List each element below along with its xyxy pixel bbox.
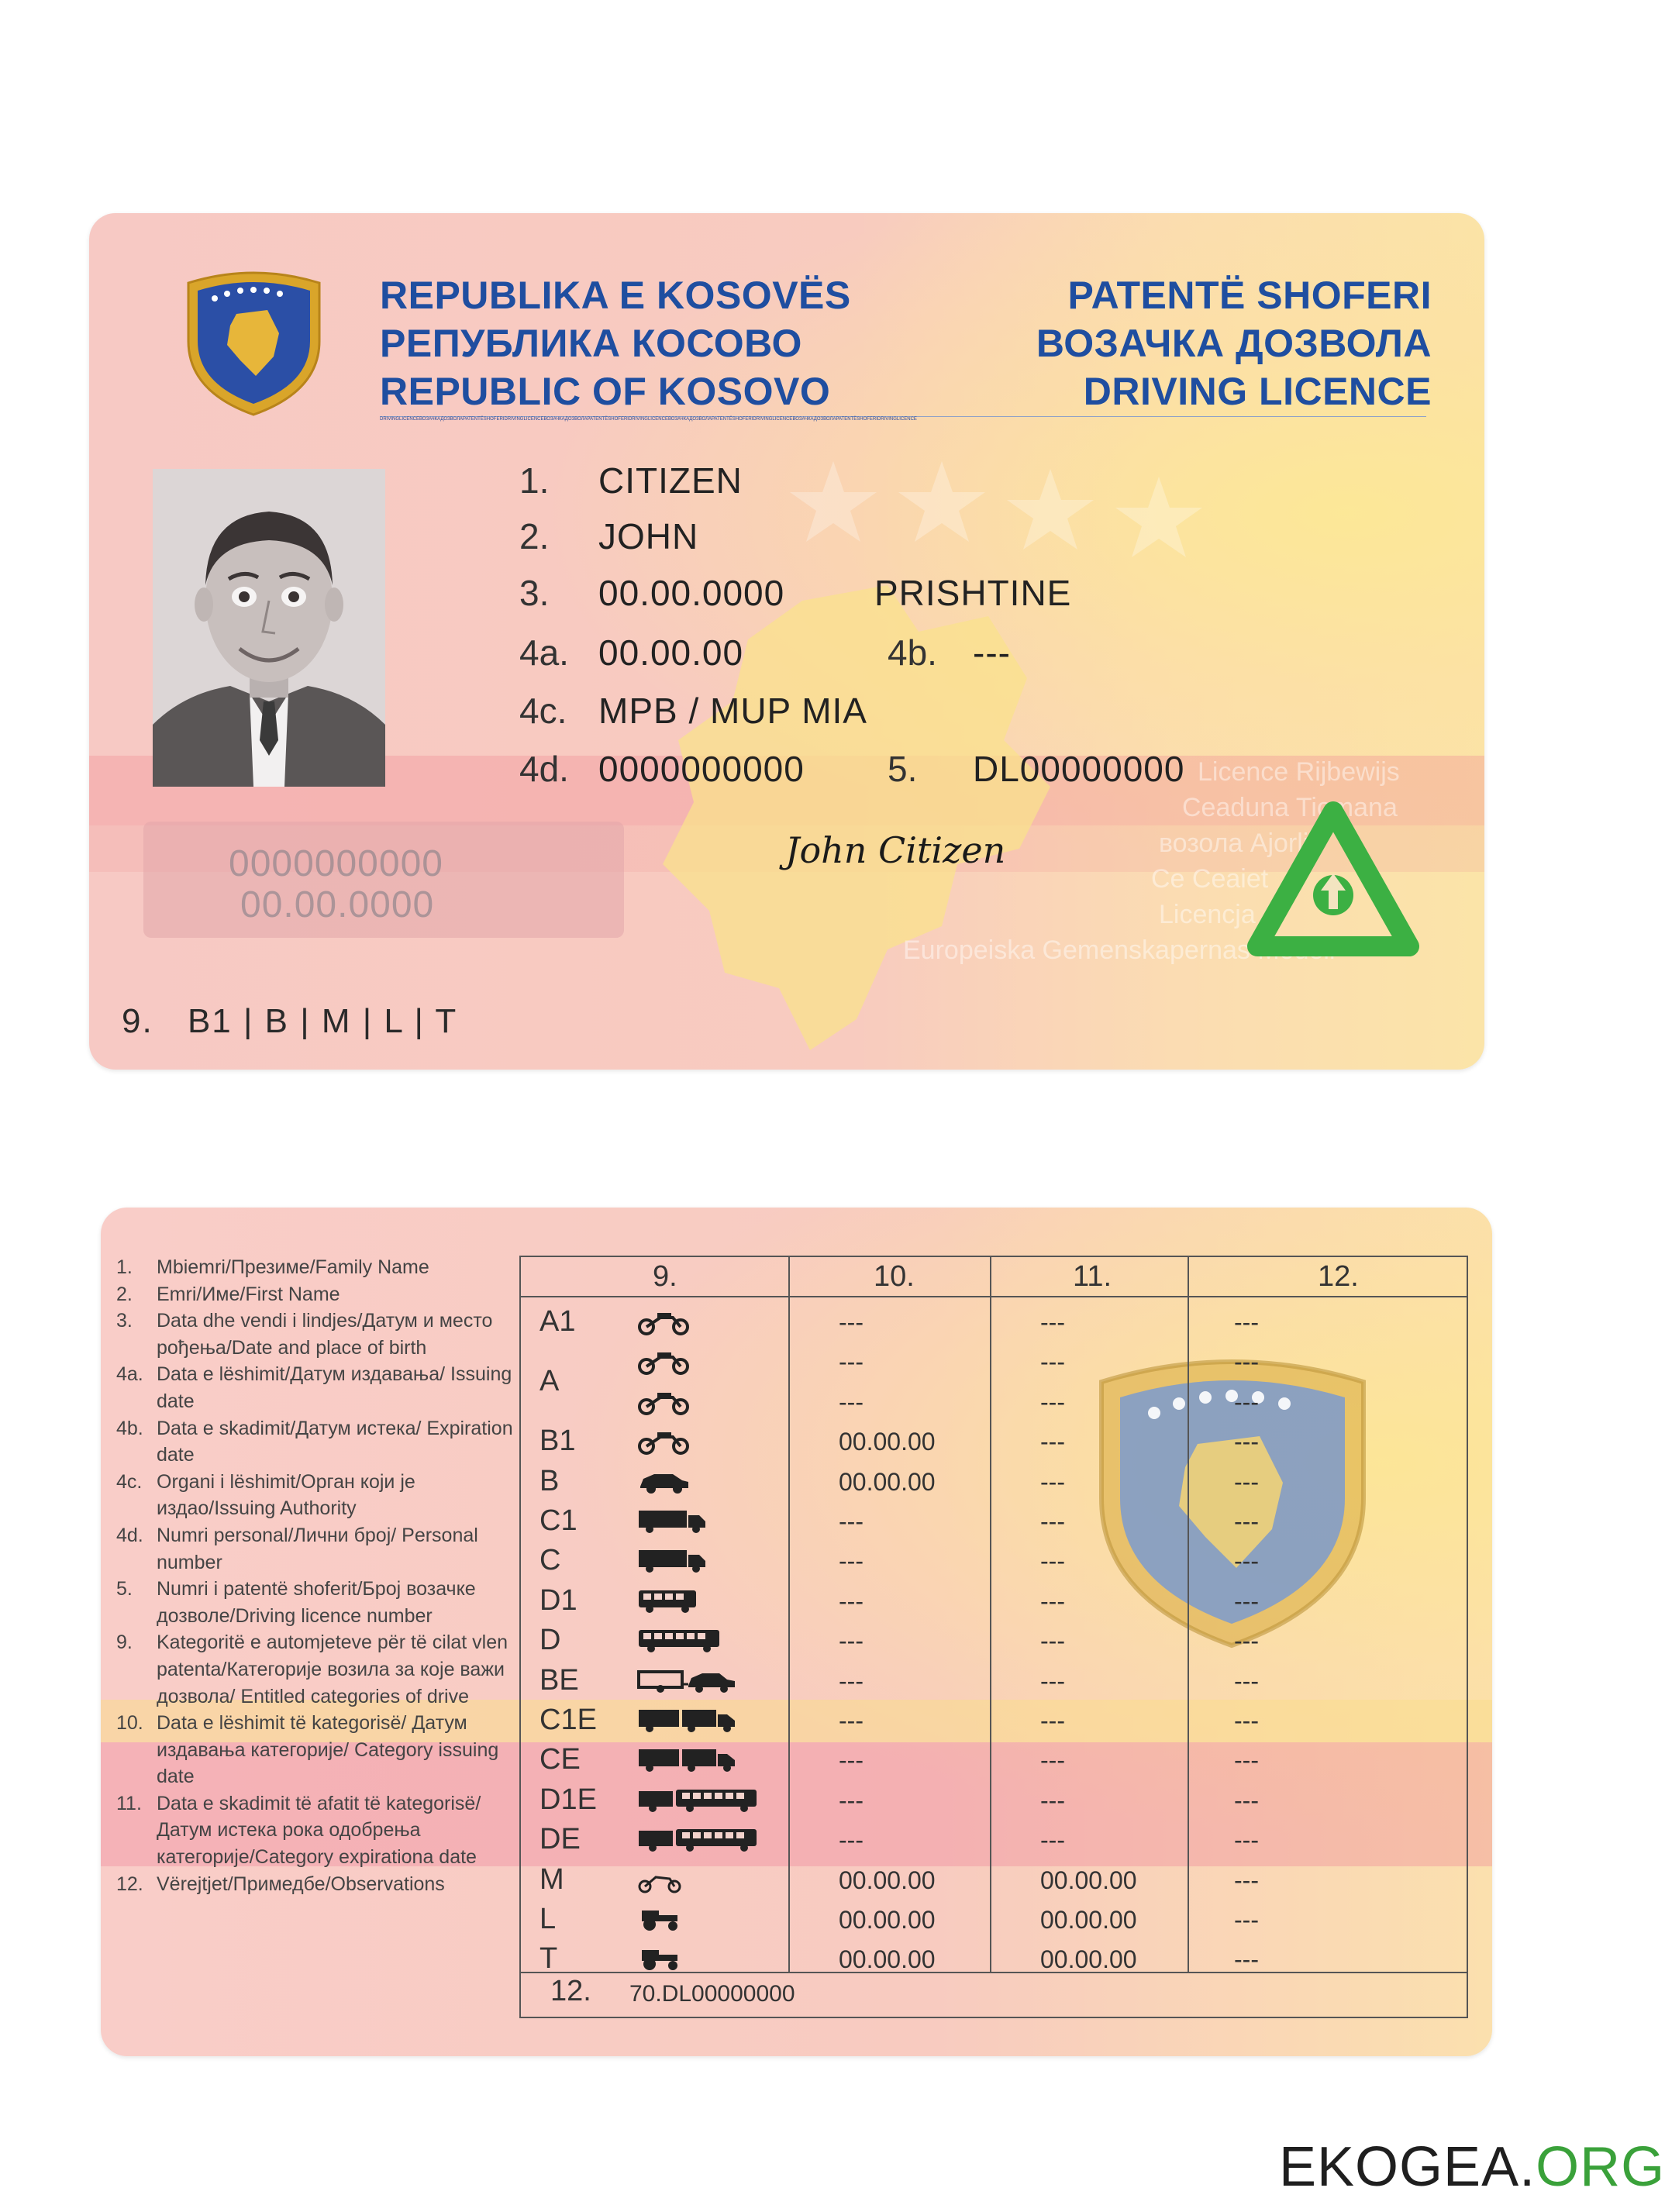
motorbike-icon — [637, 1428, 691, 1454]
legend-item-text: Numri i patentë shoferit/Број возачке дозволе/Driving licence number — [157, 1578, 476, 1627]
header-left — [380, 271, 851, 415]
authority-value: MPB / MUP MIA — [598, 691, 867, 731]
category-row — [521, 1541, 1467, 1580]
table-cell-c12: --- — [1234, 1467, 1259, 1496]
legend-item-text: Numri personal/Лични број/ Personal number — [157, 1524, 478, 1573]
column-header: 9. — [653, 1260, 677, 1293]
category-code: C1E — [539, 1704, 597, 1736]
table-cell-c11: --- — [1040, 1826, 1065, 1855]
table-cell-c12: --- — [1234, 1507, 1259, 1535]
category-code: D — [539, 1624, 561, 1657]
issue-date-value: 00.00.00 — [598, 632, 744, 673]
table-cell-c11: --- — [1040, 1666, 1065, 1695]
legend-item-number: 4d. — [116, 1524, 143, 1546]
category-code: DE — [539, 1823, 581, 1856]
car-icon — [637, 1468, 691, 1494]
categories-value: B1 | B | M | L | T — [187, 1002, 458, 1040]
legend-item — [116, 1361, 519, 1414]
table-cell-c10: --- — [839, 1387, 864, 1416]
observations-value: 70.DL00000000 — [629, 1981, 795, 2007]
table-cell-c10: 00.00.00 — [839, 1428, 936, 1456]
table-cell-c10: --- — [839, 1826, 864, 1855]
categories-row — [122, 1002, 457, 1041]
field-number-5: 5. — [888, 749, 918, 789]
motorbike-icon — [637, 1348, 691, 1374]
legend-item — [116, 1469, 519, 1522]
portrait-image — [153, 469, 385, 787]
category-code: D1 — [539, 1583, 577, 1617]
legend-item-text: Data e skadimit të afatit të kategorisë/Датум истека рока одобрења категорије/Category expirationa date — [157, 1792, 481, 1869]
field-legend — [116, 1254, 519, 1897]
field-number-2: 2. — [519, 516, 550, 556]
table-cell-c10: --- — [839, 1746, 864, 1775]
category-row — [521, 1740, 1467, 1780]
table-cell-c11: --- — [1040, 1627, 1065, 1656]
observations-row — [521, 1973, 1467, 2017]
legend-item — [116, 1415, 519, 1469]
legend-item — [116, 1254, 519, 1281]
field-number-4c: 4c. — [519, 691, 567, 731]
legend-item-number: 10. — [116, 1712, 143, 1735]
table-cell-c11: --- — [1040, 1428, 1065, 1456]
table-cell-c10: --- — [839, 1587, 864, 1615]
legend-item-number: 1. — [116, 1256, 133, 1278]
table-cell-c11: --- — [1040, 1786, 1065, 1814]
categories-table — [519, 1256, 1468, 2018]
field-number-4d: 4d. — [519, 749, 569, 789]
licence-number-value: DL00000000 — [973, 749, 1185, 789]
category-row — [521, 1700, 1467, 1740]
table-cell-c11: --- — [1040, 1387, 1065, 1416]
motorbike-icon — [637, 1388, 691, 1414]
table-cell-c10: --- — [839, 1547, 864, 1576]
watermark-line: Europeiska Gemenskapernas Modell — [903, 935, 1336, 965]
licence-back-card — [101, 1208, 1492, 2056]
table-cell-c10: --- — [839, 1786, 864, 1814]
legend-item — [116, 1710, 519, 1790]
table-cell-c12: --- — [1234, 1786, 1259, 1814]
motorbike-icon — [637, 1308, 691, 1335]
category-code: A — [539, 1364, 560, 1397]
categories-label: 9. — [122, 1002, 153, 1040]
bus-trailer-icon — [637, 1826, 761, 1852]
legend-item — [116, 1522, 519, 1576]
legend-item-text: Kategoritë e automjeteve për të cilat vlen patenta/Категорије возила за које важи дозвола/ Entitled categories of drive — [157, 1631, 508, 1707]
field-number-1: 1. — [519, 460, 550, 501]
category-code: L — [539, 1903, 557, 1935]
table-cell-c11: --- — [1040, 1507, 1065, 1535]
table-cell-c11: --- — [1040, 1707, 1065, 1735]
category-row — [521, 1661, 1467, 1700]
observations-label: 12. — [550, 1975, 591, 2007]
holder-photo — [153, 469, 385, 787]
legend-item — [116, 1576, 519, 1629]
column-header: 12. — [1318, 1260, 1359, 1293]
legend-item-number: 4c. — [116, 1470, 143, 1493]
ghost-date: 00.00.0000 — [240, 884, 435, 925]
field-number-4a: 4a. — [519, 632, 569, 673]
birth-place-value: PRISHTINE — [874, 573, 1072, 613]
legend-item-number: 9. — [116, 1631, 133, 1654]
table-cell-c10: 00.00.00 — [839, 1906, 936, 1934]
legend-item-number: 4b. — [116, 1417, 143, 1439]
table-cell-c11: --- — [1040, 1547, 1065, 1576]
table-cell-c11: --- — [1040, 1746, 1065, 1775]
table-cell-c12: --- — [1234, 1587, 1259, 1615]
truck-icon — [637, 1507, 707, 1534]
header-line: РЕПУБЛИКА КОСОВО — [380, 322, 802, 365]
stars-watermark — [787, 446, 1329, 570]
table-cell-c12: --- — [1234, 1746, 1259, 1775]
car-trailer-icon — [637, 1667, 738, 1693]
brand-watermark — [1279, 2135, 1665, 2199]
category-row — [521, 1342, 1467, 1381]
header-line: REPUBLIKA E KOSOVËS — [380, 274, 851, 317]
legend-item — [116, 1629, 519, 1710]
table-cell-c11: 00.00.00 — [1040, 1906, 1137, 1934]
table-cell-c10: --- — [839, 1627, 864, 1656]
category-code: CE — [539, 1743, 581, 1776]
legend-item — [116, 1871, 519, 1898]
table-header-divider — [521, 1296, 1467, 1297]
category-row — [521, 1621, 1467, 1660]
given-name-value: JOHN — [598, 516, 699, 556]
minibus-icon — [637, 1587, 699, 1614]
table-cell-c10: 00.00.00 — [839, 1866, 936, 1894]
category-row — [521, 1462, 1467, 1501]
category-row — [521, 1860, 1467, 1900]
table-cell-c12: --- — [1234, 1387, 1259, 1416]
legend-item — [116, 1308, 519, 1361]
category-code: C — [539, 1544, 561, 1577]
category-code: T — [539, 1942, 558, 1976]
header-right — [1036, 271, 1432, 415]
legend-item-text: Vërejtjet/Примедбе/Observations — [157, 1873, 445, 1895]
personal-number-value: 0000000000 — [598, 749, 805, 789]
legend-item-text: Emri/Име/First Name — [157, 1283, 340, 1305]
category-row — [521, 1820, 1467, 1859]
legend-item-number: 3. — [116, 1310, 133, 1332]
watermark-line: Licencja — [1159, 900, 1256, 929]
table-cell-c11: 00.00.00 — [1040, 1945, 1137, 1974]
category-row — [521, 1780, 1467, 1820]
category-code: C1 — [539, 1504, 577, 1537]
table-cell-c11: --- — [1040, 1308, 1065, 1336]
tractor-icon — [637, 1906, 684, 1932]
licence-front-card — [89, 213, 1484, 1070]
table-cell-c10: --- — [839, 1348, 864, 1376]
watermark-line: Ceaduna Tiomana — [1182, 793, 1398, 822]
category-code: M — [539, 1862, 564, 1896]
legend-item-text: Organi i lëshimit/Орган који је издао/Issuing Authority — [157, 1470, 415, 1520]
category-row — [521, 1421, 1467, 1461]
category-code: D1E — [539, 1783, 597, 1816]
table-cell-c12: --- — [1234, 1945, 1259, 1974]
table-cell-c10: --- — [839, 1507, 864, 1535]
table-cell-c10: 00.00.00 — [839, 1945, 936, 1974]
watermark-line: Licence Rijbewijs — [1198, 757, 1400, 787]
truck-trailer-icon — [637, 1746, 738, 1773]
header-line: DRIVING LICENCE — [1083, 370, 1432, 413]
table-cell-c12: --- — [1234, 1906, 1259, 1934]
table-cell-c10: --- — [839, 1666, 864, 1695]
table-cell-c10: --- — [839, 1707, 864, 1735]
table-cell-c11: --- — [1040, 1587, 1065, 1615]
table-cell-c12: --- — [1234, 1348, 1259, 1376]
tractor-icon — [637, 1945, 684, 1972]
legend-item-text: Data e lëshimit të kategorisë/ Датум издавања категорије/ Category issuing date — [157, 1712, 499, 1788]
legend-item-text: Data e lëshimit/Датум издавања/ Issuing date — [157, 1363, 512, 1412]
moped-icon — [637, 1866, 684, 1893]
column-header: 11. — [1073, 1260, 1112, 1293]
ghost-personal-number: 0000000000 — [229, 843, 443, 884]
legend-item-text: Data dhe vendi i lindjes/Датум и место рођења/Date and place of birth — [157, 1310, 493, 1359]
truck-icon — [637, 1547, 707, 1573]
category-code: B — [539, 1464, 560, 1497]
legend-item — [116, 1790, 519, 1871]
legend-item — [116, 1281, 519, 1308]
kosovo-coat-of-arms-emblem — [182, 267, 326, 419]
table-cell-c10: 00.00.00 — [839, 1467, 936, 1496]
category-row — [521, 1364, 1467, 1421]
bus-icon — [637, 1627, 722, 1653]
holder-signature: John Citizen — [785, 829, 1006, 871]
legend-item-text: Mbiemri/Презиме/Family Name — [157, 1256, 429, 1278]
surname-value: CITIZEN — [598, 460, 743, 501]
category-row — [521, 1900, 1467, 1939]
brand-tld: ORG — [1536, 2136, 1665, 2198]
legend-item-text: Data e skadimit/Датум истека/ Expiration date — [157, 1417, 513, 1466]
category-code: B1 — [539, 1425, 576, 1458]
table-cell-c11: 00.00.00 — [1040, 1866, 1137, 1894]
bus-trailer-icon — [637, 1786, 761, 1813]
table-cell-c10: --- — [839, 1308, 864, 1336]
table-cell-c12: --- — [1234, 1866, 1259, 1894]
truck-trailer-icon — [637, 1707, 738, 1733]
legend-item-number: 2. — [116, 1283, 133, 1305]
brand-main: EKOGEA. — [1279, 2136, 1536, 2198]
category-code: A1 — [539, 1305, 576, 1338]
table-cell-c12: --- — [1234, 1666, 1259, 1695]
birth-date-value: 00.00.0000 — [598, 573, 785, 613]
header-line: PATENTË SHOFERI — [1067, 274, 1432, 317]
table-cell-c12: --- — [1234, 1707, 1259, 1735]
category-row — [521, 1581, 1467, 1621]
table-cell-c12: --- — [1234, 1826, 1259, 1855]
header-line: REPUBLIC OF KOSOVO — [380, 370, 831, 413]
column-header: 10. — [874, 1260, 915, 1293]
category-row — [521, 1501, 1467, 1541]
category-code: BE — [539, 1663, 579, 1697]
legend-item-number: 5. — [116, 1578, 133, 1600]
header-line: ВОЗАЧКА ДОЗВОЛА — [1036, 322, 1432, 365]
field-number-3: 3. — [519, 573, 550, 613]
watermark-line: возола Ajorli — [1159, 829, 1309, 858]
legend-item-number: 11. — [116, 1792, 142, 1814]
field-number-4b: 4b. — [888, 632, 937, 673]
table-cell-c12: --- — [1234, 1627, 1259, 1656]
legend-item-number: 12. — [116, 1873, 143, 1895]
table-cell-c12: --- — [1234, 1547, 1259, 1576]
category-row — [521, 1302, 1467, 1342]
watermark-line: Ce Ceaiet — [1151, 864, 1269, 894]
table-cell-c12: --- — [1234, 1308, 1259, 1336]
eu-arrow-triangle-icon — [1248, 802, 1419, 957]
expiry-date-value: --- — [973, 632, 1011, 673]
table-cell-c11: --- — [1040, 1348, 1065, 1376]
table-cell-c12: --- — [1234, 1428, 1259, 1456]
legend-item-number: 4a. — [116, 1363, 143, 1386]
table-cell-c11: --- — [1040, 1467, 1065, 1496]
microprint-line: DRIVINGLICENCEВОЗАЧКАДОЗВОЛАPATENTËSHOFERIDRIVINGLICENCEВОЗАЧКАДОЗВОЛАPATENTËSHOFERIDRIVINGLICENCEВОЗАЧКАДОЗВОЛАPATENTËSHOFERIDRIVINGLICENCEВОЗАЧКАДОЗВОЛАPATENTËSHOFERIDRIVINGLICENCE — [380, 416, 1426, 423]
